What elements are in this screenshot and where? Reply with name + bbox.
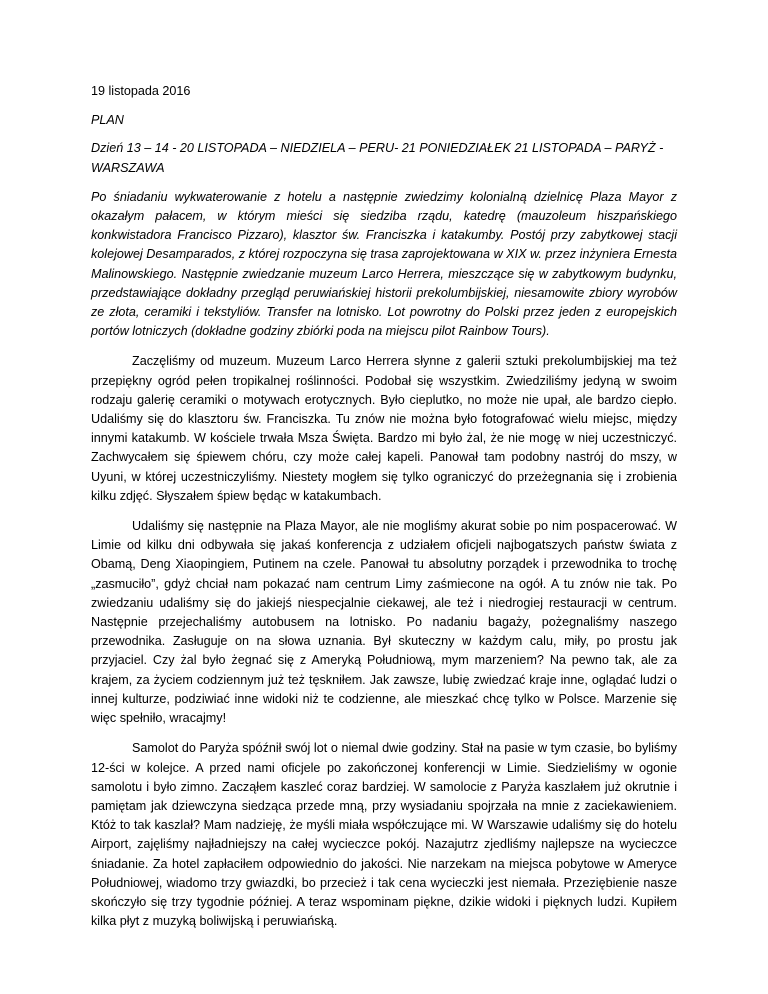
body-paragraph-2: Udaliśmy się następnie na Plaza Mayor, ale nie mogliśmy akurat sobie po nim pospacerować. W Limie od kilku dni odbywała się jakaś konferencja z udziałem oficjeli najbogatszych państw świata z Obamą, Deng Xiaopingiem, Putinem na czele. Panował tu absolutny porządek i przewodnika to trochę „zasmuciło”, gdyż chciał nam pokazać nam centrum Limy zaśmiecone na ogół. A tu znów nie tak. Po zwiedzaniu udaliśmy się do jakiejś niespecjalnie ciekawej, ale też i niedrogiej restauracji w centrum. Następnie przejechaliśmy autobusem na lotnisko. Po nadaniu bagaży, pożegnaliśmy naszego przewodnika. Zasługuje on na słowa uznania. Był skuteczny w każdym calu, miły, po prostu jak przyjaciel. Czy żal było żegnać się z Ameryką Południową, mym marzeniem? Na pewno tak, ale za krajem, za życiem codziennym już też tęskniłem. Jak zawsze, lubię zwiedzać kraje inne, oglądać ludzi o innej kulturze, podziwiać inne widoki niż te codzienne, ale mieszkać chcę tylko w Polsce. Marzenie się więc spełniło, wracajmy! bbox=[91, 519, 677, 726]
body-paragraph-3: Samolot do Paryża spóźnił swój lot o niemal dwie godziny. Stał na pasie w tym czasie, bo byliśmy 12-ści w kolejce. A przed nami oficjele po zakończonej konferencji w Limie. Siedzieliśmy w ogonie samolotu i było zimno. Zacząłem kaszleć coraz bardziej. W samolocie z Paryża kaszlałem już okrutnie i pamiętam jak dziewczyna siedząca przede mną, przy wysiadaniu spojrzała na mnie z zaciekawieniem. Któż to tak kaszlał? Mam nadzieję, że myśli miała współczujące mi. W Warszawie udaliśmy się do hotelu Airport, zajęliśmy najładniejszy na całej wycieczce pokój. Nazajutrz zjedliśmy najlepsze na wycieczce śniadanie. Za hotel zapłaciłem odpowiednio do jakości. Nie narzekam na miejsca pobytowe w Ameryce Południowej, wiadomo trzy gwiazdki, bo przecież i tak cena wycieczki jest niemała. Przeziębienie nasze skończyło się trzy tygodnie później. A teraz wspominam piękne, dzikie widoki i pięknych ludzi. Kupiłem kilka płyt z muzyką boliwijską i peruwiańską. bbox=[91, 741, 677, 929]
body-paragraph-1: Zaczęliśmy od muzeum. Muzeum Larco Herrera słynne z galerii sztuki prekolumbijskiej ma też przepiękny ogród pełen tropikalnej roślinności. Podobał się wszystkim. Zwiedziliśmy jedyną w swoim rodzaju galerię ceramiki o motywach erotycznych. Było cieplutko, no może nie upał, ale bardzo ciepło. Udaliśmy się do klasztoru św. Franciszka. Tu znów nie można było fotografować wielu miejsc, między innymi katakumb. W kościele trwała Msza Święta. Bardzo mi było żal, że nie mogę w niej uczestniczyć. Zachwycałem się śpiewem chóru, czy może całej kapeli. Panował tam podobny nastrój do mszy, w Uyuni, w której uczestniczyliśmy. Niestety mogłem się tylko ograniczyć do przeżegnania się i zrobienia kilku zdjęć. Słyszałem śpiew będąc w katakumbach. bbox=[91, 354, 677, 503]
plan-label: PLAN bbox=[91, 113, 124, 128]
document-date: 19 listopada 2016 bbox=[91, 84, 191, 98]
document-body bbox=[91, 82, 677, 942]
day-header: Dzień 13 – 14 - 20 LISTOPADA – NIEDZIELA – PERU- 21 PONIEDZIAŁEK 21 LISTOPADA – PARYŻ - WARSZAWA bbox=[91, 141, 664, 175]
itinerary-paragraph: Po śniadaniu wykwaterowanie z hotelu a następnie zwiedzimy kolonialną dzielnicę Plaza Mayor z okazałym pałacem, w którym mieści się siedziba rządu, katedrę (mauzoleum hiszpańskiego konkwistadora Francisco Pizzaro), klasztor św. Franciszka i katakumby. Postój przy zabytkowej stacji kolejowej Desamparados, z której rozpoczyna się trasa zaprojektowana w XIX w. przez inżyniera Ernesta Malinowskiego. Następnie zwiedzanie muzeum Larco Herrera, mieszczące się w zabytkowym budynku, przedstawiające dokładny przegląd peruwiańskiej historii prekolumbijskiej, niesamowite zbiory wyrobów ze złota, ceramiki i tekstyliów. Transfer na lotnisko. Lot powrotny do Polski przez jeden z europejskich portów lotniczych (dokładne godziny zbiórki poda na miejscu pilot Rainbow Tours). bbox=[91, 189, 677, 339]
